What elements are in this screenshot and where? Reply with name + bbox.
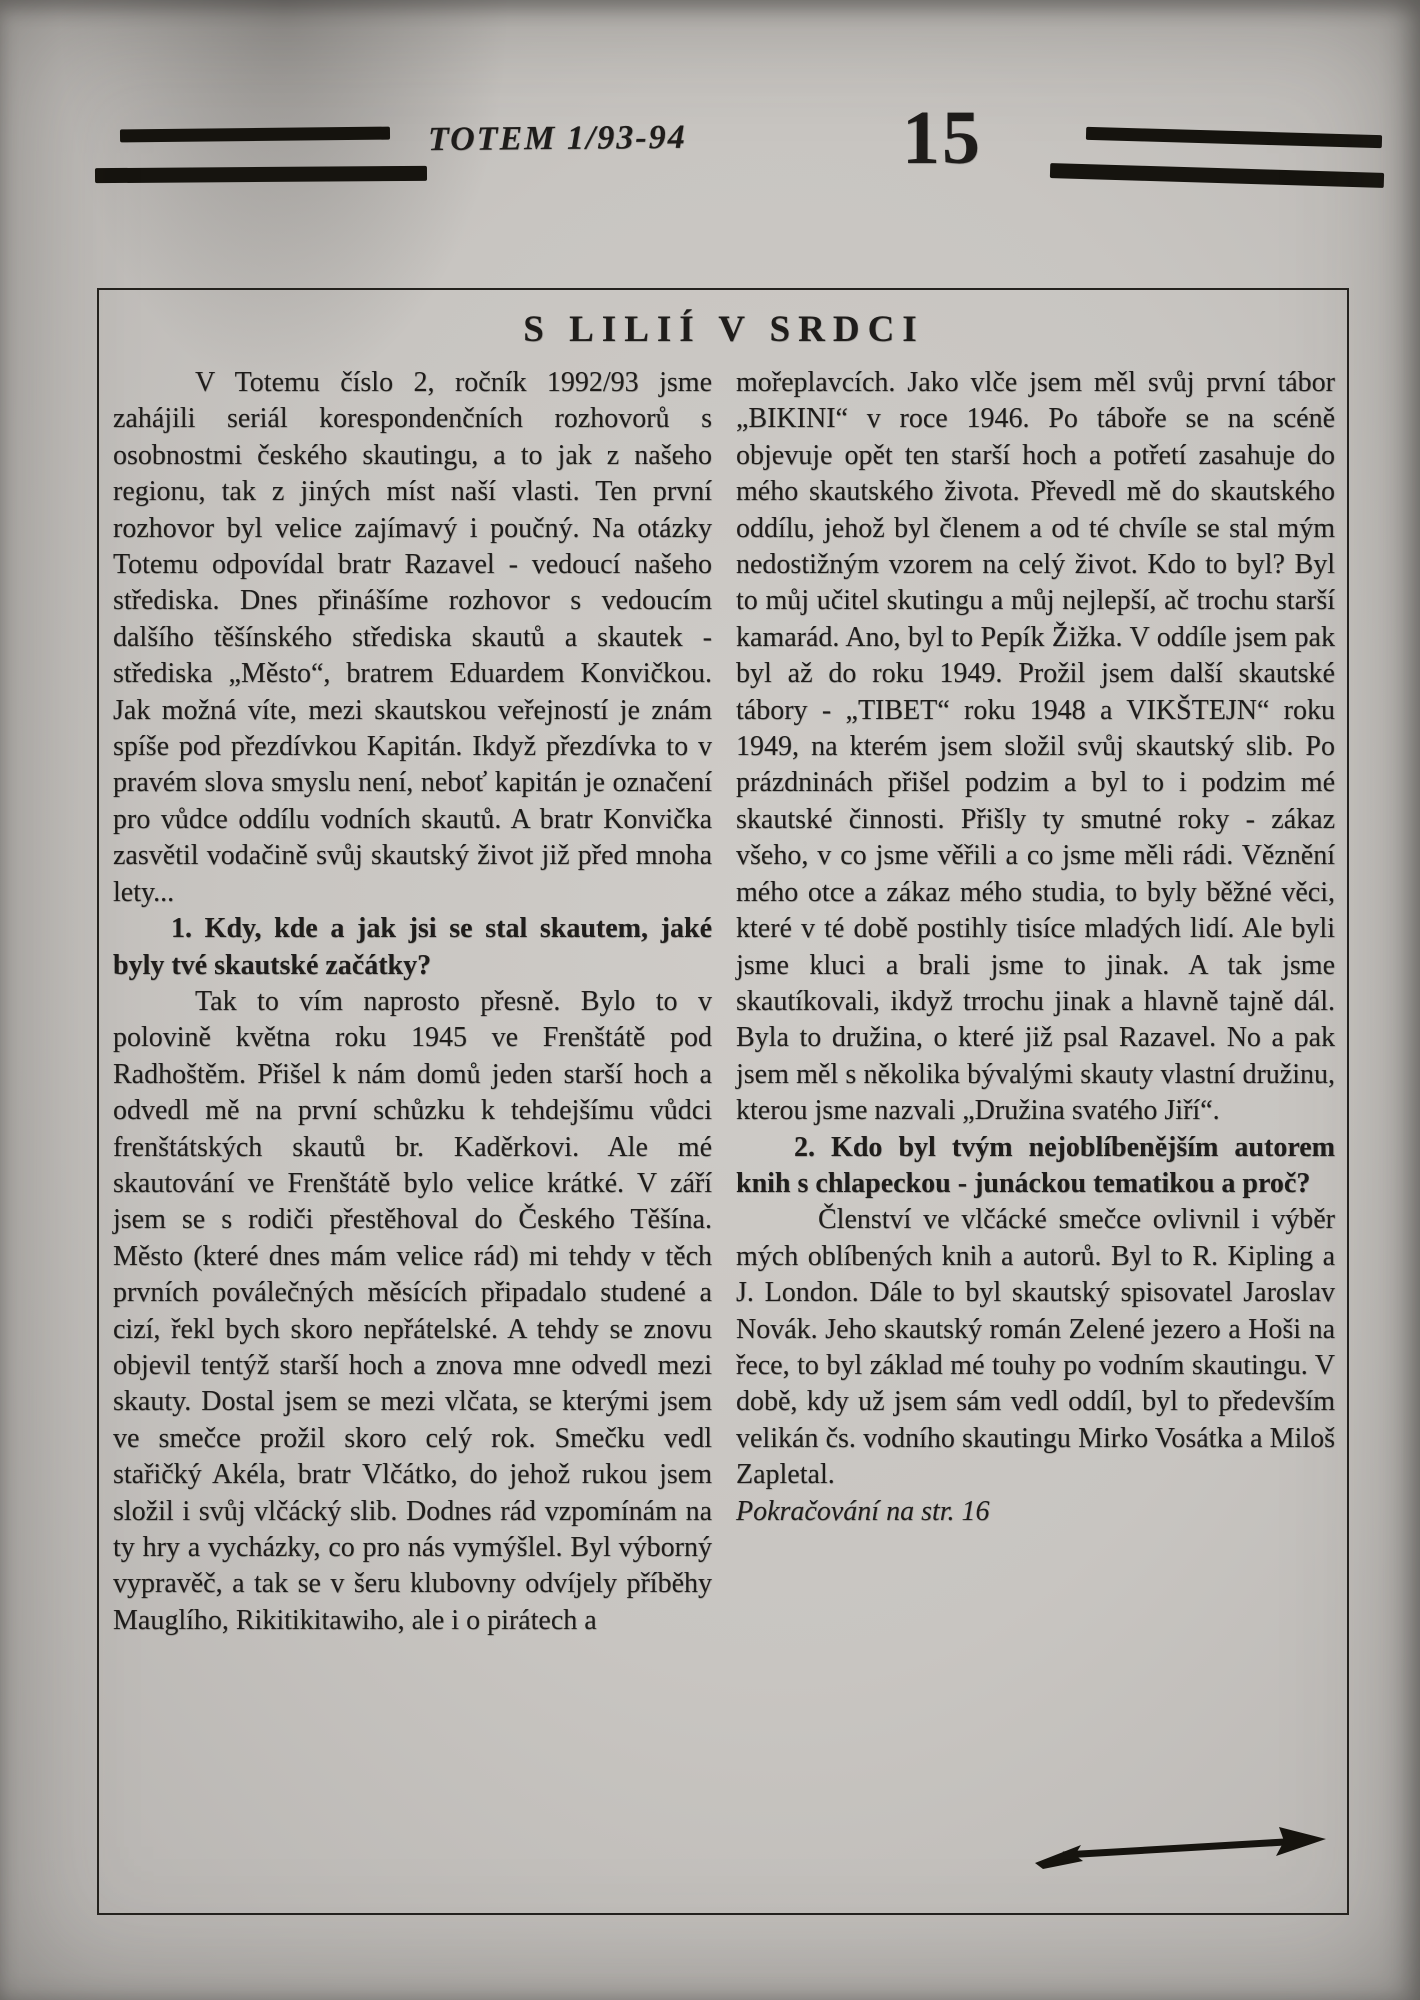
arrow-right-icon [1029,1825,1329,1877]
interview-answer-2: Členství ve vlčácké smečce ovlivnil i výběr mých oblíbených knih a autorů. Byl to R. Kipling a J. London. Dále to byl skautský spisovatel Jaroslav Novák. Jeho skautský román Zelené jezero a Hoši na řece, to byl základ mé touhy po vodním skautingu. V době, kdy už jsem sám vedl oddíl, byl to především velikán čs. vodního skautingu Mirko Vosátka a Miloš Zapletal. [736,1204,1335,1491]
masthead-rule-right-top [1086,127,1382,148]
interview-question-1: 1. Kdy, kde a jak jsi se stal skautem, jaké byly tvé skautské začátky? [113,913,712,981]
right-column [736,365,1335,1639]
masthead-rule-left-bottom [95,166,427,183]
page-number: 15 [902,96,982,180]
article-title: S LILIÍ V SRDCI [523,309,925,350]
masthead-rule-left-top [120,127,390,143]
interview-answer-1-continued: mořeplavcích. Jako vlče jsem měl svůj první tábor „BIKINI“ v roce 1946. Po táboře se na scéně objevuje opět ten starší hoch a potřetí zasahuje do mého skautského života. Převedl mě do skautského oddílu, jehož byl členem a od té chvíle se stal mým nedostižným vzorem na celý život. Kdo to byl? Byl to můj učitel skutingu a můj nejlepší, ač trochu starší kamarád. Ano, byl to Pepík Žižka. V oddíle jsem pak byl až do roku 1949. Prožil jsem další skautské tábory - „TIBET“ roku 1948 a VIKŠTEJN“ roku 1949, na kterém jsem složil svůj skautský slib. Po prázdninách přišel podzim a byl to i podzim mé skautské činnosti. Přišly ty smutné roky - zákaz všeho, v co jsme věřili a co jsme měli rádi. Věznění mého otce a zákaz mého studia, to byly běžné věci, které v té době postihly tisíce mladých lidí. Ale byli jsme kluci a brali jsme to jinak. A tak jsme skautíkovali, ikdyž trrochu jinak a hlavně tajně dál. Byla to družina, o které již psal Razavel. No a pak jsem měl s několika bývalými skauty vlastní družinu, kterou jsme nazvali „Družina svatého Jiří“. [736,367,1335,1127]
continuation-note: Pokračování na str. 16 [736,1495,990,1527]
interview-question-2: 2. Kdo byl tvým nejoblíbenějším autorem knih s chlapeckou - junáckou tematikou a proč? [736,1131,1335,1199]
intro-paragraph: V Totemu číslo 2, ročník 1992/93 jsme zahájili seriál korespondenčních rozhovorů s osobnostmi českého skautingu, a to jak z našeho regionu, tak z jiných míst naší vlasti. Ten první rozhovor byl velice zajímavý i poučný. Na otázky Totemu odpovídal bratr Razavel - vedoucí našeho střediska. Dnes přinášíme rozhovor s vedoucím dalšího těšínského střediska skautů a skautek - střediska „Město“, bratrem Eduardem Konvičkou. Jak možná víte, mezi skautskou veřejností je znám spíše pod přezdívkou Kapitán. Ikdyž přezdívka to v pravém slova smyslu není, neboť kapitán je označení pro vůdce oddílu vodních skautů. A bratr Konvička zasvětil vodačině svůj skautský život již před mnoha lety... [113,367,712,908]
article-columns [113,365,1335,1639]
left-column [113,365,712,1639]
article-frame [97,288,1349,1915]
masthead-rule-right-bottom [1050,163,1384,188]
magazine-title: TOTEM 1/93-94 [427,118,687,159]
interview-answer-1: Tak to vím naprosto přesně. Bylo to v polovině května roku 1945 ve Frenštátě pod Radhoštěm. Přišel k nám domů jeden starší hoch a odvedl mě na první schůzku k tehdejšímu vůdci frenštátských skautů br. Kaděrkovi. Ale mé skautování ve Frenštátě bylo velice krátké. V září jsem se s rodiči přestěhoval do Českého Těšína. Město (které dnes mám velice rád) mi tehdy v těch prvních poválečných měsících připadalo studené a cizí, řekl bych skoro nepřátelské. A tehdy se znovu objevil tentýž starší hoch a znova mne odvedl mezi skauty. Dostal jsem se mezi vlčata, se kterými jsem ve smečce prožil skoro celý rok. Smečku vedl stařičký Akéla, bratr Vlčátko, do jehož rukou jsem složil i svůj vlčácký slib. Dodnes rád vzpomínám na ty hry a vycházky, co pro nás vymýšlel. Byl výborný vypravěč, a tak se v šeru klubovny odvíjely příběhy Mauglího, Rikitikitawiho, ale i o pirátech a [113,985,712,1636]
